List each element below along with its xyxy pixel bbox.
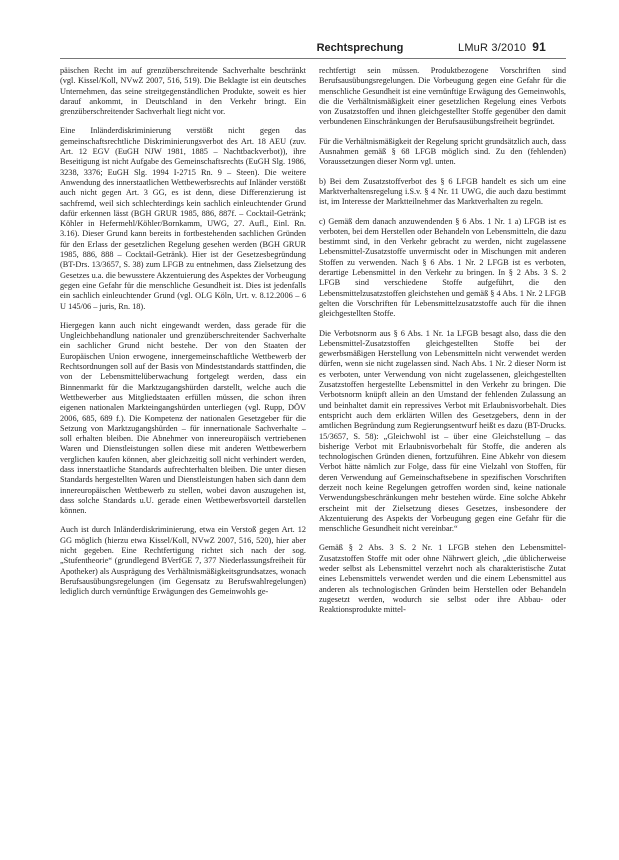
page-header	[60, 40, 566, 62]
paragraph: Eine Inländerdiskriminierung verstößt nicht gegen das gemeinschaftsrechtliche Diskriminierungsverbot des Art. 18 AEU (zuv. Art. 12 EGV (EuGH NJW 1981, 1885 – Nachtbackverbot)), ihre Beseitigung ist nicht Aufgabe des Gemeinschaftsrechts (EuGH Slg. 1986, 3238, 3376; EuGH Slg. 1994 I-2715 Rn. 9 – Steen). Die weitere Anwendung des innerstaatlichen Wettbewerbsrechts auf Inländer verstößt auch nicht gegen Art. 3 GG, es ist denn, diese Differenzierung ist sachfremd, weil sich schlechterdings kein sachlich einleuchtender Grund dafür erkennen lässt (BGH GRUR 1985, 886, 887f. – Cocktail-Getränk; Köhler in Hefermehl/Köhler/Bornkamm, UWG, 27. Aufl., Einl. Rn. 3.16). Dieser Grund kann bereits in fortbestehenden sachlichen Gründen für den Erlass der gesetzlichen Regelung gesehen werden (BGH GRUR 1985, 886, 888 – Cocktail-Getränk). Hier ist der Gesetzesbegründung (BT-Drs. 13/3657, S. 38) zum LFGB zu entnehmen, dass Zielsetzung des Gesetzes u.a. die bewusstere Akzentuierung des Aspektes der Vorbeugung gegen eine Gefahr für die menschliche Gesundheit ist. Dies ist jedenfalls ein sachlich einleuchtender Grund (vgl. OLG Köln, Urt. v. 8.12.2006 – 6 U 145/06 – juris, Rn. 18).	[60, 126, 306, 311]
paragraph: rechtfertigt sein müssen. Produktbezogene Vorschriften sind Berufsausübungsregelungen. Die Vorbeugung gegen eine Gefahr für die menschliche Gesundheit ist eine vernünftige Erwägung des Gemeinwohls, die die Verhältnismäßigkeit einer gesetzlichen Regelung eines Verbots von Zusatzstoffen und ihnen gleichgestellter Stoffe gegenüber den damit verbundenen Einschränkungen der Berufsausübungsfreiheit begründet.	[319, 66, 566, 127]
paragraph: Gemäß § 2 Abs. 3 S. 2 Nr. 1 LFGB stehen den Lebensmittel-Zusatzstoffen Stoffe mit oder ohne Nährwert gleich, „die üblicherweise weder selbst als Lebensmittel verzehrt noch als charakteristische Zutat eines Lebensmittels verwendet werden und die einem Lebensmittel aus anderen als technologischen Gründen beim Herstellen oder Behandeln zugesetzt werden, wodurch sie selbst oder ihre Abbau- oder Reaktionsprodukte mittel-	[319, 543, 566, 615]
left-column	[60, 66, 306, 607]
paragraph: c) Gemäß dem danach anzuwendenden § 6 Abs. 1 Nr. 1 a) LFGB ist es verboten, bei dem Herstellen oder Behandeln von Lebensmitteln, die dazu bestimmt sind, in den Verkehr gebracht zu werden, nicht zugelassene Lebensmittel-Zusatzstoffe unvermischt oder in Mischungen mit anderen Stoffen zu verwenden. Nach § 6 Abs. 1 Nr. 2 LFGB ist es verboten, derartige Lebensmittel in den Verkehr zu bringen. In § 2 Abs. 3 S. 2 LFGB sind verschiedene Stoffe aufgeführt, die den Lebensmittelzusatzstoffen gleichstehen und gemäß § 4 Abs. 1 Nr. 2 LFGB gelten die Vorschriften für Lebensmittelzusatzstoffe auch für die ihnen gleichgestellten Stoffe.	[319, 216, 566, 319]
paragraph: Hiergegen kann auch nicht eingewandt werden, dass gerade für die Ungleichbehandlung nationaler und grenzüberschreitender Sachverhalte ein sachlicher Grund nicht bestehe. Der von den Staaten der Europäischen Union erwogene, innergemeinschaftliche Wettbewerb der Rechtsordnungen soll auf der Basis von Mindeststandards stattfinden, die von der Lebensmittelüberwachung fortgelegt werden, dass ein Binnenmarkt für die Marktzugangshürden darstellt, welche auch die Wettbewerber aus Mitgliedstaaten erfüllen müssen, die schon ihren eigenen nationalen Markteingangshürden unterliegen (vgl. Rupp, DÖV 2006, 685, 689 f.). Die Kompetenz der nationalen Gesetzgeber für die Setzung von Marktzugangshürden – für innernationale Sachverhalte – soll erhalten bleiben. Die Abnehmer von innereuropäisch vertriebenen Waren und Dienstleistungen sollen diese mit anderen Wettbewerbern verglichen kaufen können, aber gleichzeitig soll nicht verhindert werden, dass innerstaatliche Standards aufrechterhalten bleiben. Die unter diesen Standards hergestellten Waren und Dienstleistungen haben sich dann dem innereuropäischen Wettbewerb zu stellen, wobei davon auszugehen ist, dass solche Standards u.U. gerade einen Wettbewerbsvorteil darstellen können.	[60, 320, 306, 516]
paragraph: päischen Recht im auf grenzüberschreitende Sachverhalte beschränkt (vgl. Kissel/Koll, NVwZ 2007, 516, 519). Die Beklagte ist ein deutsches Unternehmen, das seine streitgegenständlichen Produkte, soweit es hier darauf ankommt, in Deutschland in den Verkehr bringt. Ein grenzüberschreitender Sachverhalt liegt nicht vor.	[60, 66, 306, 117]
header-rule	[60, 58, 566, 59]
paragraph: Auch ist durch Inländerdiskriminierung, etwa ein Verstoß gegen Art. 12 GG möglich (hierzu etwa Kissel/Koll, NVwZ 2007, 516, 520), hier aber nicht gegeben. Eine Rechtfertigung richtet sich nach der sog. „Stufentheorie“ (grundlegend BVerfGE 7, 377 Niederlassungsfreiheit für Apotheker) als Ausprägung des Verhältnismäßigkeitsgrundsatzes, wonach Berufsausübungsregelungen (im Gegensatz zu Berufswahlregelungen) lediglich durch vernünftige Erwägungen des Gemeinwohls ge-	[60, 525, 306, 597]
paragraph: Für die Verhältnismäßigkeit der Regelung spricht grundsätzlich auch, dass Ausnahmen gemäß § 68 LFGB möglich sind. Zu den (fehlenden) Voraussetzungen dieser Norm vgl. unten.	[319, 136, 566, 167]
paragraph: b) Bei dem Zusatzstoffverbot des § 6 LFGB handelt es sich um eine Marktverhaltensregelung i.S.v. § 4 Nr. 11 UWG, die auch dazu bestimmt ist, im Interesse der Marktteilnehmer das Marktverhalten zu regeln.	[319, 176, 566, 207]
section-title: Rechtsprechung	[316, 42, 404, 54]
journal-issue: LMuR 3/2010	[458, 42, 527, 54]
journal-reference	[458, 40, 546, 54]
paragraph: Die Verbotsnorm aus § 6 Abs. 1 Nr. 1a LFGB besagt also, dass die den Lebensmittel-Zusatzstoffen gleichgestellten Stoffe bei der gewerbsmäßigen Herstellung von Lebensmitteln nicht verwendet werden dürfen, wenn sie nicht zugelassen sind. Nach Abs. 1 Nr. 2 dieser Norm ist es verboten, unter Verwendung von nicht zugelassenen, gleichgestellten Zusatzstoffen hergestellte Lebensmittel in den Verkehr zu bringen. Die Verbotsnorm knüpft allein an den Umstand der fehlenden Zulassung an und beinhaltet damit ein repressives Verbot mit Erlaubnisvorbehalt. Dies entspricht auch dem erklärten Willen des Gesetzgebers, denn in der amtlichen Begründung zum Regierungsentwurf heißt es dazu (BT-Drucks. 15/3657, S. 58): „Gleichwohl ist – über eine Gleichstellung – das bisherige Verbot mit Erlaubnisvorbehalt für Stoffe, die anderen als technologischen Gründen dienen, fortzuführen. Eine Abkehr von diesem Verbot hätte nämlich zur Folge, dass für eine Vielzahl von Stoffen, für deren Verwendung auf Gemeinschaftsebene in spezifischen Vorschriften derzeit noch keine Regelungen getroffen worden sind, keine nationale Verwendungsbeschränkungen mehr bestehen würde. Eine solche Abkehr erscheint mit der Zielsetzung dieses Gesetzes, insbesondere der Akzentuierung des Aspekts der Vorbeugung gegen eine Gefahr für die menschliche Gesundheit nicht vereinbar.“	[319, 328, 566, 534]
right-column	[319, 66, 566, 625]
page-number: 91	[532, 40, 546, 54]
